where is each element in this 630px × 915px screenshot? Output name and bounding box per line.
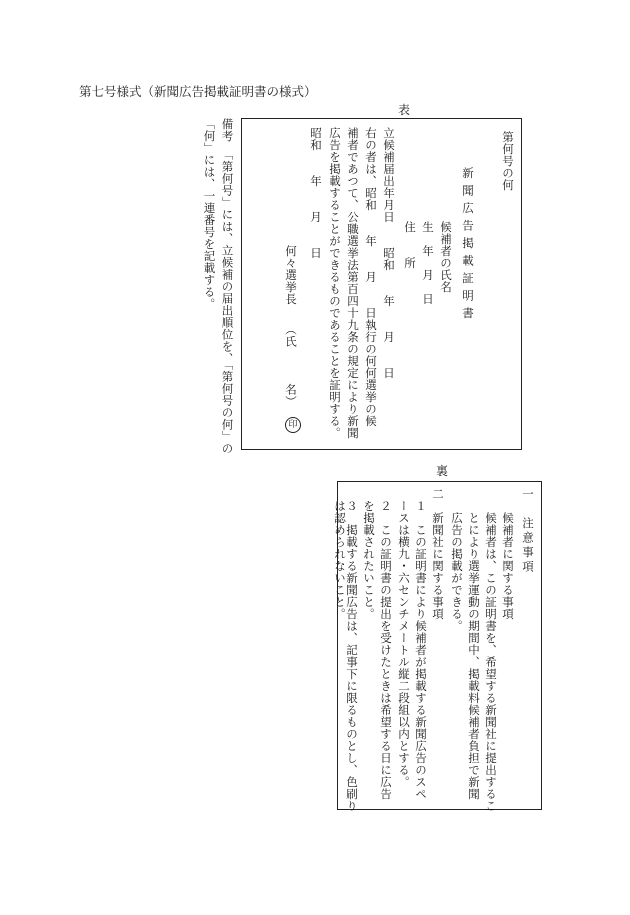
seal-mark: 印	[285, 417, 301, 433]
note-1-line-2: ースは横九・六センチメートル縦二段組以内とする。	[397, 500, 411, 788]
back-notes-box	[333, 481, 542, 812]
note-3-line-2: は認められないこと。	[333, 500, 347, 620]
body-line-1: 右の者は、昭和 年 月 日執行の何何選挙の候	[364, 127, 378, 427]
note-1-line-1: １ この証明書により候補者が掲載する新聞広告のスペ	[414, 500, 428, 800]
date-line: 昭和 年 月 日	[309, 127, 323, 259]
candidate-name: 候補者の氏名	[439, 221, 453, 293]
candidate-matters-header: 候補者に関する事項	[501, 512, 515, 620]
candidate-line-2: とにより選挙運動の期間中、掲載料候補者負担で新聞	[467, 512, 481, 800]
front-certificate-box	[241, 118, 522, 450]
birth-date: 生 年 月 日	[421, 221, 435, 305]
address: 住 所	[403, 221, 417, 269]
signer-line: 何々選挙長 （氏 名）	[284, 245, 298, 408]
note-2-line-2: を掲載されたいこと。	[362, 500, 376, 620]
remark-line-1: 備考 「第何号」には、立候補の届出順位を、「第何号の何」の	[220, 118, 235, 455]
body-line-2: 補者であつて、公職選挙法第百四十九条の規定により新聞	[346, 127, 360, 439]
back-side-label: 裏	[436, 464, 449, 478]
number-line: 第何号の何	[501, 131, 515, 191]
certificate-title: 新聞広告掲載証明書	[461, 167, 475, 325]
notes-header: 一 注意事項	[521, 488, 535, 575]
remark-line-2: 「何」には、一連番号を記載する。	[202, 118, 217, 310]
front-side-label: 表	[398, 103, 411, 117]
newspaper-matters-header: 二 新聞社に関する事項	[431, 488, 445, 620]
candidate-line-3: 広告の掲載ができる。	[450, 512, 464, 632]
body-line-3: 広告を掲載することができるものであることを証明する。	[328, 127, 342, 439]
candidate-line-1: 候補者は、この証明書を、希望する新聞社に提出するこ	[484, 512, 498, 812]
form-title: 第七号様式（新聞広告掲載証明書の様式）	[79, 84, 317, 99]
note-2-line-1: ２ この証明書の提出を受けたときは希望する日に広告	[379, 500, 393, 800]
note-3-line-1: ３ 掲載する新聞広告は、記事下に限るものとし、色刷り	[345, 500, 359, 812]
filing-date: 立候補届出年月日 昭和 年 月 日	[382, 127, 396, 379]
